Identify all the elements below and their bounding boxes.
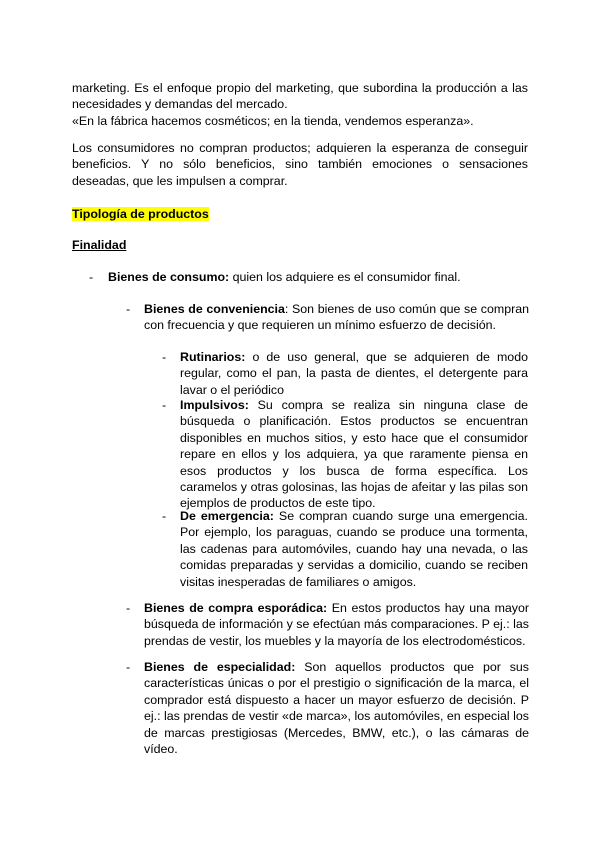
item-description: o de uso general, que se adquieren de modo regular, como el pan, la pasta de dientes, el detergente para lavar o el periódico (180, 350, 528, 397)
item-term: De emergencia: (180, 509, 274, 523)
bullet-dash: - (162, 398, 167, 412)
intro-paragraph (72, 80, 528, 129)
bullet-dash: - (126, 660, 131, 674)
item-description: quien los adquiere es el consumidor final. (229, 270, 461, 284)
item-description: : Son bienes de uso común que se compran con frecuencia y que requieren un mínimo esfuerzo de decisión. (144, 302, 530, 333)
item-text (180, 508, 528, 590)
item-text (108, 269, 528, 285)
bullet-dash: - (126, 601, 131, 615)
heading-text: Tipología de productos (72, 207, 209, 221)
item-text (180, 349, 528, 398)
section-heading (72, 206, 209, 222)
item-term: Rutinarios: (180, 350, 246, 364)
item-text (144, 301, 529, 334)
bullet-dash: - (162, 350, 167, 364)
item-term: Bienes de especialidad: (144, 660, 296, 674)
bullet-dash: - (162, 509, 167, 523)
item-description: Son aquellos productos que por sus características únicas o por el prestigio o significación de la marca, el comprador está dispuesto a hacer un mayor esfuerzo de decisión. P ej.: las prendas de vestir «de marca», los automóviles, en especial los de marcas prestigiosas (Mercedes, BMW, etc.), o las cámaras de vídeo. (144, 660, 529, 757)
item-description: En estos productos hay una mayor búsqueda de información y se efectúan más comparaciones. P ej.: las prendas de vestir, los muebles y la mayoría de los electrodomésticos. (144, 601, 529, 648)
intro-quote: «En la fábrica hacemos cosméticos; en la tienda, vendemos esperanza». (72, 113, 474, 128)
item-text (144, 600, 529, 649)
item-text (144, 659, 529, 757)
intro-line: marketing. Es el enfoque propio del marketing, que subordina la producción a las necesidades y demandas del mercado. (72, 81, 528, 112)
item-term: Bienes de conveniencia (144, 302, 285, 316)
item-term: Bienes de consumo: (108, 270, 230, 284)
consumers-paragraph: Los consumidores no compran productos; adquieren la esperanza de conseguir beneficios. Y no sólo beneficios, sino también emociones o sensaciones deseadas, que les impulsen a comprar. (72, 141, 528, 188)
item-description: Se compran cuando surge una emergencia. Por ejemplo, los paraguas, cuando se produce una tormenta, las cadenas para automóviles, cuando hay una nevada, o las comidas preparadas y servidas a domicilio, cuando se reciben visitas inesperadas de familiares o amigos. (180, 509, 528, 589)
item-term: Impulsivos: (180, 398, 249, 412)
bullet-dash: - (89, 270, 94, 284)
item-term: Bienes de compra esporádica: (144, 601, 328, 615)
item-text (180, 397, 528, 512)
subheading-finalidad: Finalidad (72, 238, 127, 252)
item-description: Su compra se realiza sin ninguna clase de búsqueda o planificación. Estos productos se encuentran disponibles en muchos sitios, y esto hace que el consumidor repare en ellos y los adquiera, ya que raramente piensa en esos productos y los busca de forma específica. Los caramelos y otras golosinas, las hojas de afeitar y las pilas son ejemplos de productos de este tipo. (180, 398, 528, 511)
bullet-dash: - (126, 302, 131, 316)
